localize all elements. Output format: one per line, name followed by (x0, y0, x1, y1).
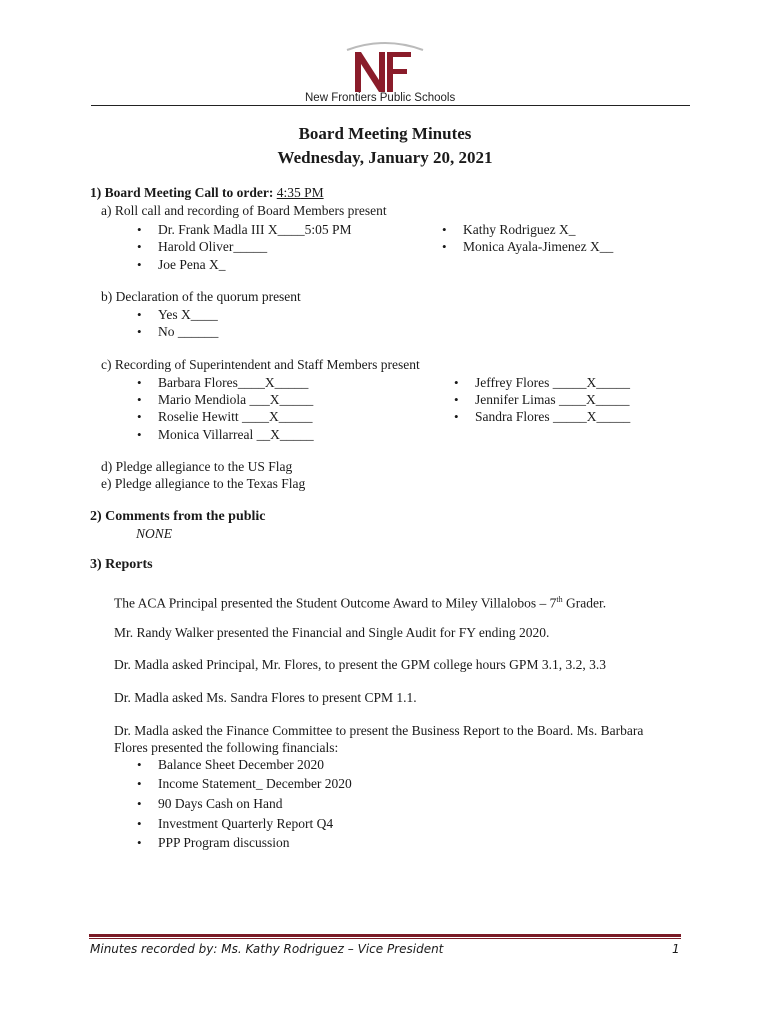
staff-item: • Barbara Flores____X_____ (158, 374, 308, 391)
staff-label: c) Recording of Superintendent and Staff Members present (101, 357, 420, 372)
logo-swoosh-graphic (345, 40, 425, 96)
report-paragraph-text: Grader. (562, 595, 607, 611)
footer-rule-thin (89, 938, 681, 939)
quorum-item: • Yes X____ (158, 306, 218, 323)
section-1-heading-text: 1) Board Meeting Call to order: (90, 185, 277, 200)
staff-item: • Sandra Flores _____X_____ (475, 408, 630, 425)
document-title: Board Meeting Minutes (298, 124, 472, 143)
public-comments-body: NONE (136, 526, 173, 541)
report-paragraph: Flores presented the following financials: (114, 740, 339, 755)
call-time: 4:35 (276, 185, 301, 200)
footer-recorded-by: Minutes recorded by: Ms. Kathy Rodriguez – Vice President (90, 942, 444, 956)
page-number: 1 (672, 942, 680, 956)
report-paragraph: Dr. Madla asked Ms. Sandra Flores to present CPM 1.1. (114, 690, 417, 705)
report-paragraph-text: The ACA Principal presented the Student Outcome Award to Miley Villalobos – 7 (114, 595, 557, 611)
report-paragraph: Mr. Randy Walker presented the Financial and Single Audit for FY ending 2020. (114, 625, 550, 640)
section-2-heading: 2) Comments from the public (90, 509, 266, 524)
financial-item: • Income Statement_ December 2020 (158, 775, 352, 792)
pledge-us-label: d) Pledge allegiance to the US Flag (101, 459, 293, 474)
school-name: New Frontiers Public Schools (305, 92, 456, 104)
member-item: • Joe Pena X_ (158, 256, 226, 273)
staff-item: • Jeffrey Flores _____X_____ (475, 374, 630, 391)
report-paragraph (114, 591, 606, 612)
ordinal-suffix: th (556, 595, 563, 604)
report-paragraph: Dr. Madla asked Principal, Mr. Flores, to present the GPM college hours GPM 3.1, 3.2, 3.3 (114, 657, 606, 672)
header-rule (91, 105, 690, 106)
section-1-heading (90, 184, 324, 201)
footer-rule (89, 934, 681, 937)
financial-item: • PPP Program discussion (158, 834, 290, 851)
staff-item: • Roselie Hewitt ____X_____ (158, 408, 313, 425)
pledge-texas-label: e) Pledge allegiance to the Texas Flag (101, 476, 306, 491)
call-time-suffix: PM (300, 185, 324, 200)
financial-item: • 90 Days Cash on Hand (158, 795, 283, 812)
member-item: • Monica Ayala-Jimenez X__ (463, 238, 613, 255)
school-logo (345, 40, 425, 96)
staff-item: • Jennifer Limas ____X_____ (475, 391, 629, 408)
member-item: • Kathy Rodriguez X_ (463, 221, 575, 238)
financial-item: • Balance Sheet December 2020 (158, 756, 324, 773)
meeting-date: Wednesday, January 20, 2021 (277, 148, 493, 167)
section-3-heading: 3) Reports (90, 557, 153, 572)
staff-item: • Mario Mendiola ___X_____ (158, 391, 313, 408)
roll-call-label: a) Roll call and recording of Board Members present (101, 203, 387, 218)
member-item: • Dr. Frank Madla III X____5:05 PM (158, 221, 351, 238)
report-paragraph: Dr. Madla asked the Finance Committee to present the Business Report to the Board. Ms. Barbara (114, 723, 644, 738)
staff-item: • Monica Villarreal __X_____ (158, 426, 314, 443)
quorum-label: b) Declaration of the quorum present (101, 289, 301, 304)
financial-item: • Investment Quarterly Report Q4 (158, 815, 333, 832)
member-item: • Harold Oliver_____ (158, 238, 267, 255)
quorum-item: • No ______ (158, 323, 218, 340)
